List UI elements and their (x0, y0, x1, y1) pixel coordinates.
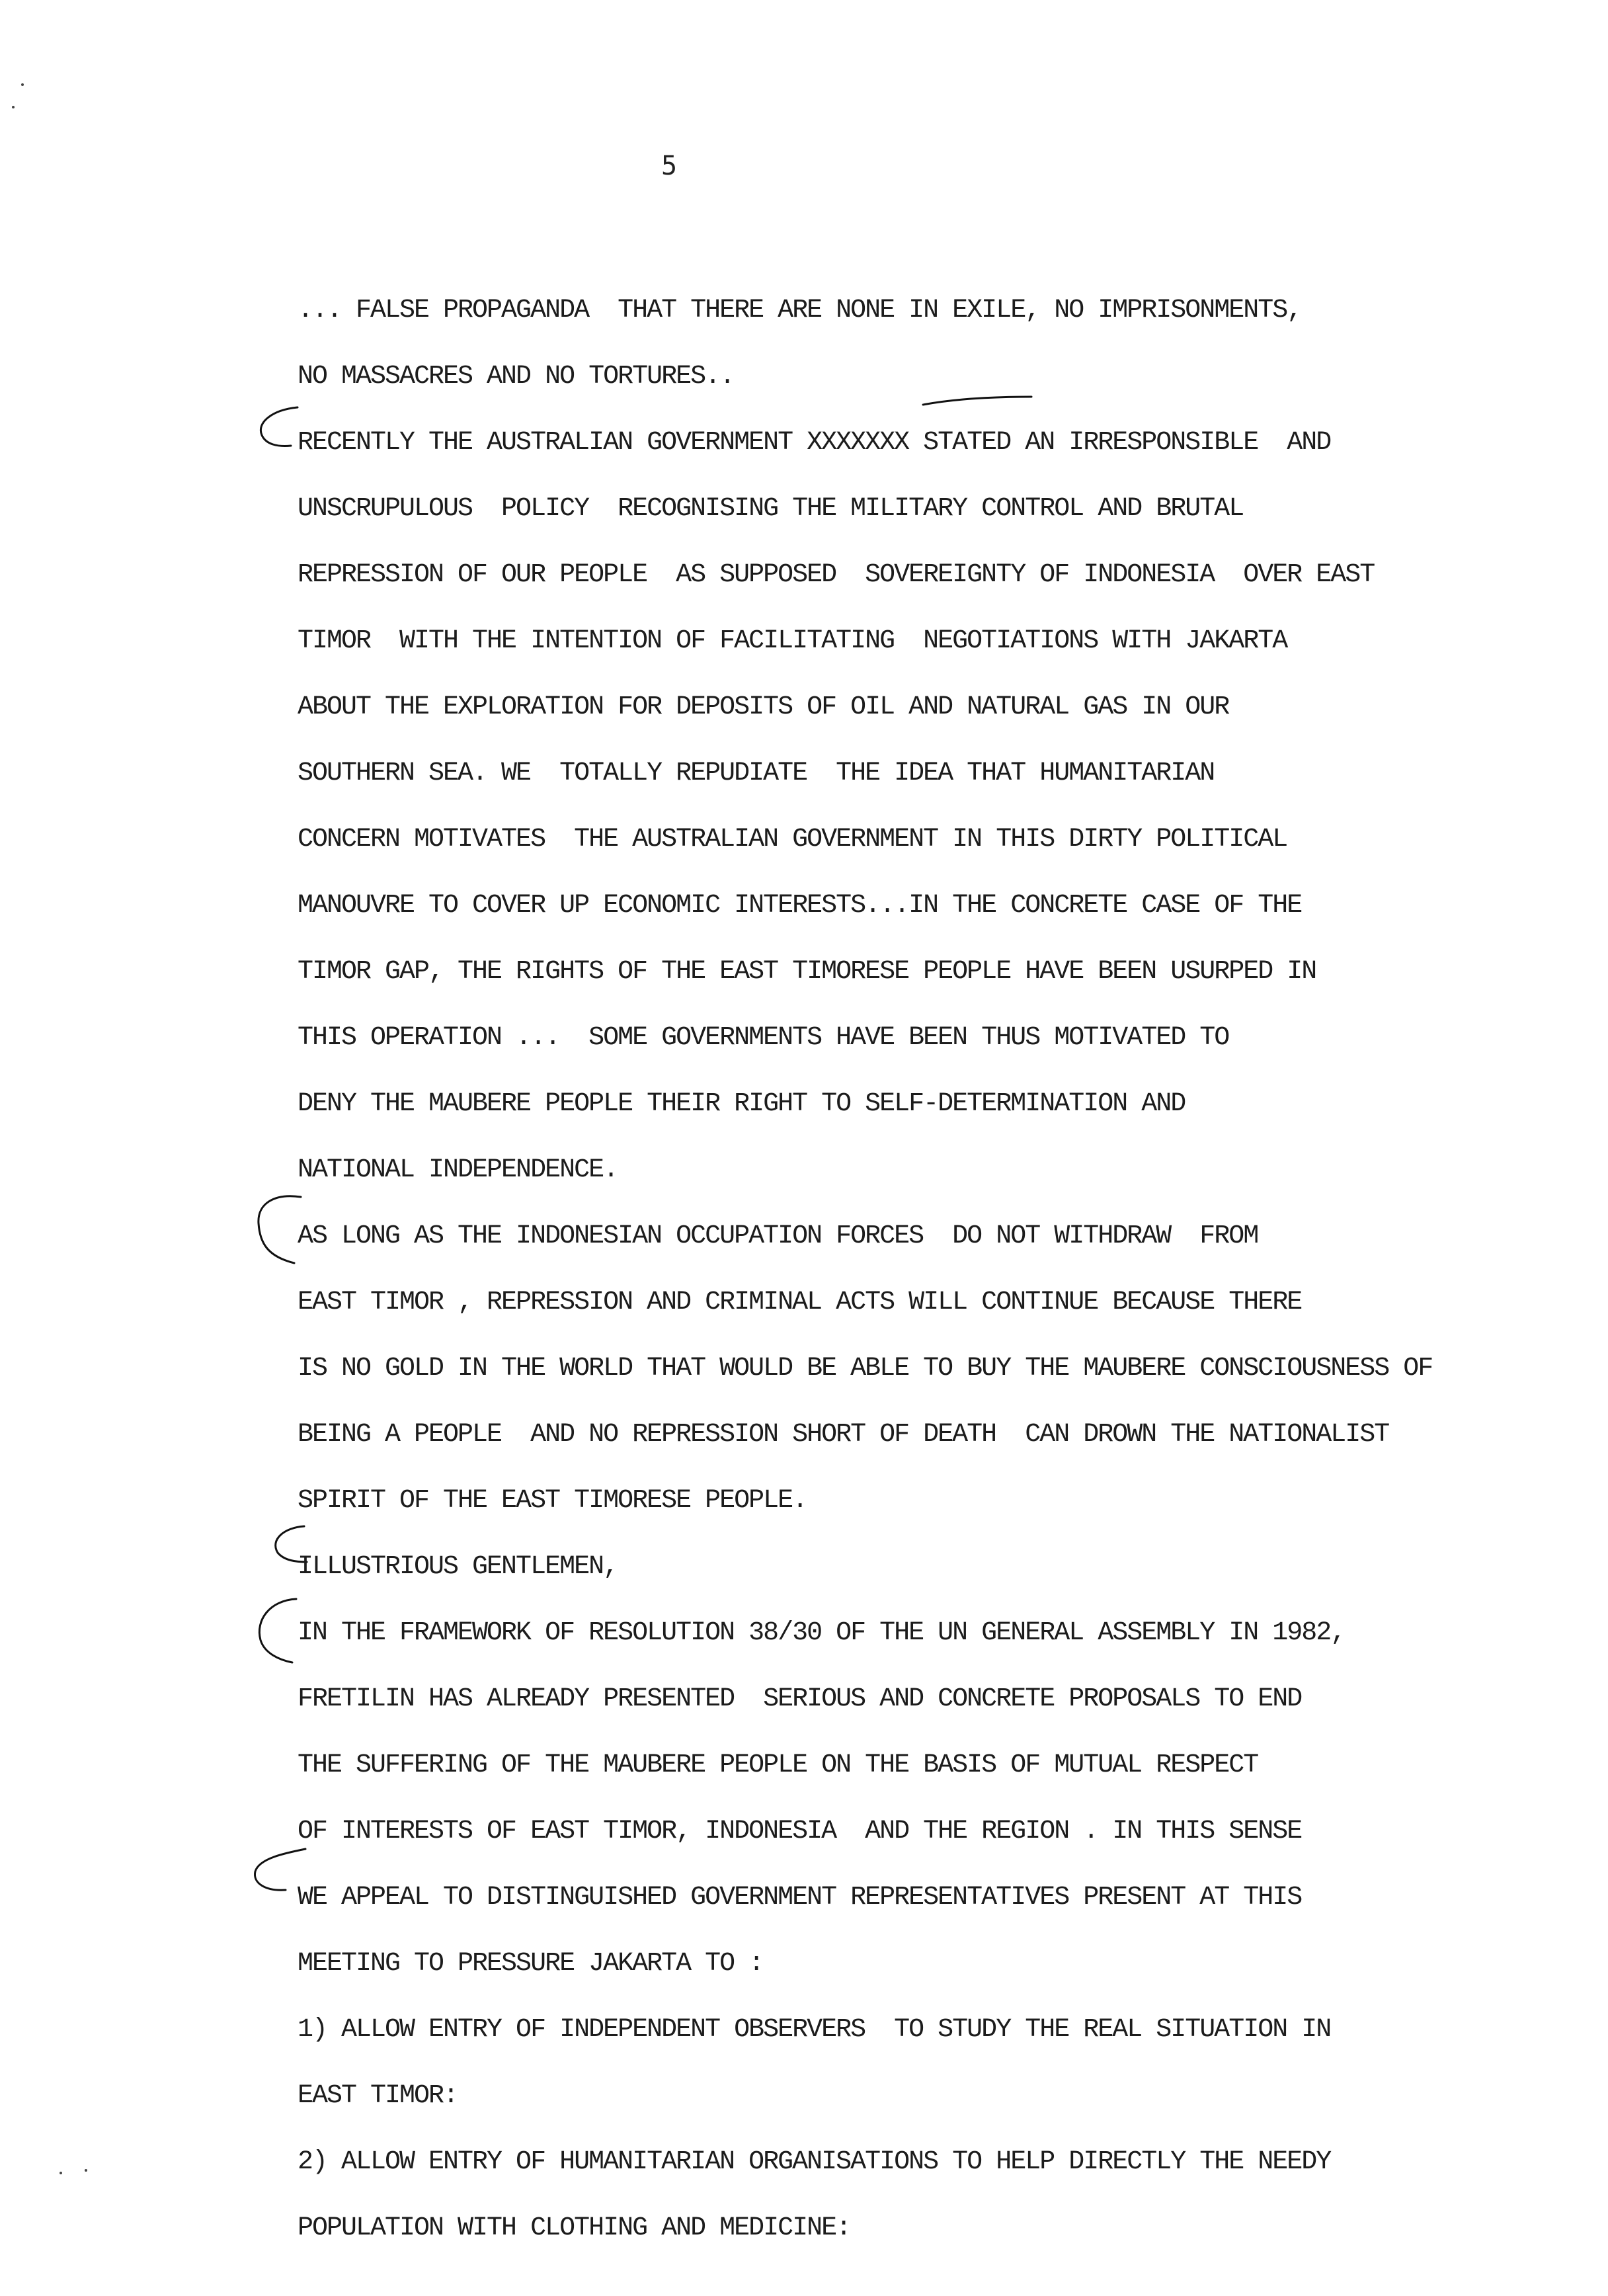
text-line: UNSCRUPULOUS POLICY RECOGNISING THE MILITARY CONTROL AND BRUTAL (298, 494, 1244, 524)
text-line: SPIRIT OF THE EAST TIMORESE PEOPLE. (298, 1486, 807, 1516)
text-line: NATIONAL INDEPENDENCE. (298, 1155, 618, 1185)
paragraph-bracket-mark (250, 1594, 303, 1673)
text-line: SOUTHERN SEA. WE TOTALLY REPUDIATE THE IDEA THAT HUMANITARIAN (298, 758, 1215, 788)
text-line: ILLUSTRIOUS GENTLEMEN, (298, 1552, 618, 1582)
text-line: 1) ALLOW ENTRY OF INDEPENDENT OBSERVERS TO STUDY THE REAL SITUATION IN (298, 2015, 1331, 2045)
text-line: DENY THE MAUBERE PEOPLE THEIR RIGHT TO SELF-DETERMINATION AND (298, 1089, 1186, 1119)
text-line: OF INTERESTS OF EAST TIMOR, INDONESIA AND THE REGION . IN THIS SENSE (298, 1817, 1302, 1846)
text-line: MEETING TO PRESSURE JAKARTA TO : (298, 1949, 764, 1979)
page-number: 5 (661, 151, 678, 181)
text-line: EAST TIMOR , REPRESSION AND CRIMINAL ACTS WILL CONTINUE BECAUSE THERE (298, 1288, 1302, 1317)
text-line: TIMOR WITH THE INTENTION OF FACILITATING NEGOTIATIONS WITH JAKARTA (298, 626, 1287, 656)
text-line: AS LONG AS THE INDONESIAN OCCUPATION FORCES DO NOT WITHDRAW FROM (298, 1221, 1258, 1251)
text-line: CONCERN MOTIVATES THE AUSTRALIAN GOVERNMENT IN THIS DIRTY POLITICAL (298, 825, 1287, 854)
text-line: IS NO GOLD IN THE WORLD THAT WOULD BE ABLE TO BUY THE MAUBERE CONSCIOUSNESS OF (298, 1354, 1433, 1383)
margin-speck (12, 106, 15, 108)
text-line: POPULATION WITH CLOTHING AND MEDICINE: (298, 2213, 851, 2243)
text-line: RECENTLY THE AUSTRALIAN GOVERNMENT XXXXXXX STATED AN IRRESPONSIBLE AND (298, 428, 1331, 458)
text-line: MANOUVRE TO COVER UP ECONOMIC INTERESTS...IN THE CONCRETE CASE OF THE (298, 891, 1302, 921)
text-line: THIS OPERATION ... SOME GOVERNMENTS HAVE BEEN THUS MOTIVATED TO (298, 1023, 1229, 1053)
text-line: ABOUT THE EXPLORATION FOR DEPOSITS OF OIL AND NATURAL GAS IN OUR (298, 692, 1229, 722)
text-line: 2) ALLOW ENTRY OF HUMANITARIAN ORGANISATIONS TO HELP DIRECTLY THE NEEDY (298, 2147, 1331, 2177)
margin-speck (85, 2169, 87, 2172)
text-line: FRETILIN HAS ALREADY PRESENTED SERIOUS AND CONCRETE PROPOSALS TO END (298, 1684, 1302, 1714)
text-line: THE SUFFERING OF THE MAUBERE PEOPLE ON THE BASIS OF MUTUAL RESPECT (298, 1750, 1258, 1780)
text-line: BEING A PEOPLE AND NO REPRESSION SHORT OF DEATH CAN DROWN THE NATIONALIST (298, 1420, 1389, 1450)
paragraph-bracket-mark (251, 403, 304, 456)
text-line: IN THE FRAMEWORK OF RESOLUTION 38/30 OF THE UN GENERAL ASSEMBLY IN 1982, (298, 1618, 1346, 1648)
text-line: WE APPEAL TO DISTINGUISHED GOVERNMENT REPRESENTATIVES PRESENT AT THIS (298, 1883, 1302, 1912)
text-line: NO MASSACRES AND NO TORTURES.. (298, 362, 735, 391)
document-body (298, 278, 1593, 2262)
text-line: ... FALSE PROPAGANDA THAT THERE ARE NONE IN EXILE, NO IMPRISONMENTS, (298, 296, 1302, 325)
text-line: TIMOR GAP, THE RIGHTS OF THE EAST TIMORESE PEOPLE HAVE BEEN USURPED IN (298, 957, 1316, 987)
margin-speck (21, 83, 24, 86)
margin-speck (60, 2172, 62, 2174)
text-line: EAST TIMOR: (298, 2081, 458, 2111)
text-line: REPRESSION OF OUR PEOPLE AS SUPPOSED SOVEREIGNTY OF INDONESIA OVER EAST (298, 560, 1375, 590)
